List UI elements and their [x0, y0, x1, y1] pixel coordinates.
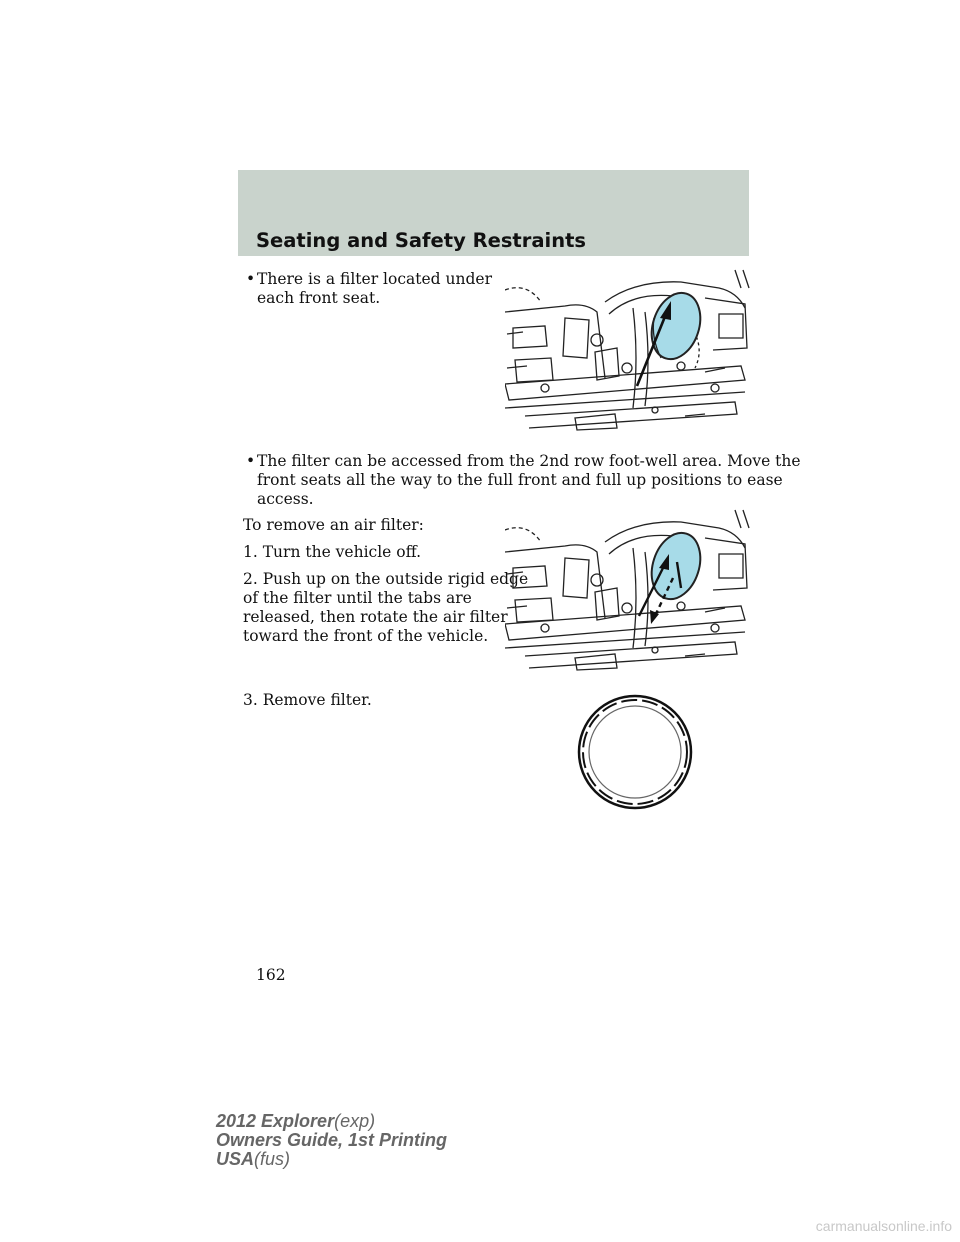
procedure-step-2-line-4: toward the front of the vehicle.	[243, 627, 489, 645]
footer-market-code: (fus)	[254, 1149, 291, 1169]
bullet-2-line-2: front seats all the way to the full front and full up positions to ease	[257, 471, 783, 489]
procedure-step-3: 3. Remove filter.	[243, 691, 372, 709]
bullet-1-line-2: each front seat.	[257, 289, 381, 307]
bullet-1-line-1: There is a filter located under	[257, 270, 492, 288]
print-footer	[216, 1112, 447, 1169]
bullet-marker: •	[246, 270, 256, 288]
footer-guide: Owners Guide, 1st Printing	[216, 1130, 448, 1150]
filter-location-illustration	[505, 268, 751, 436]
section-title: Seating and Safety Restraints	[256, 229, 587, 252]
footer-model-code: (exp)	[334, 1111, 376, 1131]
watermark: carmanualsonline.info	[815, 1218, 952, 1234]
bullet-marker: •	[246, 452, 256, 470]
footer-market: USA	[216, 1149, 255, 1169]
procedure-step-2-line-1: 2. Push up on the outside rigid edge	[243, 570, 529, 588]
bullet-2-line-3: access.	[257, 490, 314, 508]
procedure-step-2-line-3: released, then rotate the air filter	[243, 608, 508, 626]
procedure-intro: To remove an air filter:	[243, 516, 424, 534]
procedure-step-1: 1. Turn the vehicle off.	[243, 543, 421, 561]
footer-model: 2012 Explorer	[216, 1111, 335, 1131]
filter-rotation-illustration	[505, 508, 751, 674]
page-number: 162	[256, 966, 286, 984]
bullet-2-line-1: The filter can be accessed from the 2nd row foot-well area. Move the	[257, 452, 801, 470]
procedure-step-2-line-2: of the filter until the tabs are	[243, 589, 472, 607]
removed-filter-illustration	[576, 693, 694, 811]
